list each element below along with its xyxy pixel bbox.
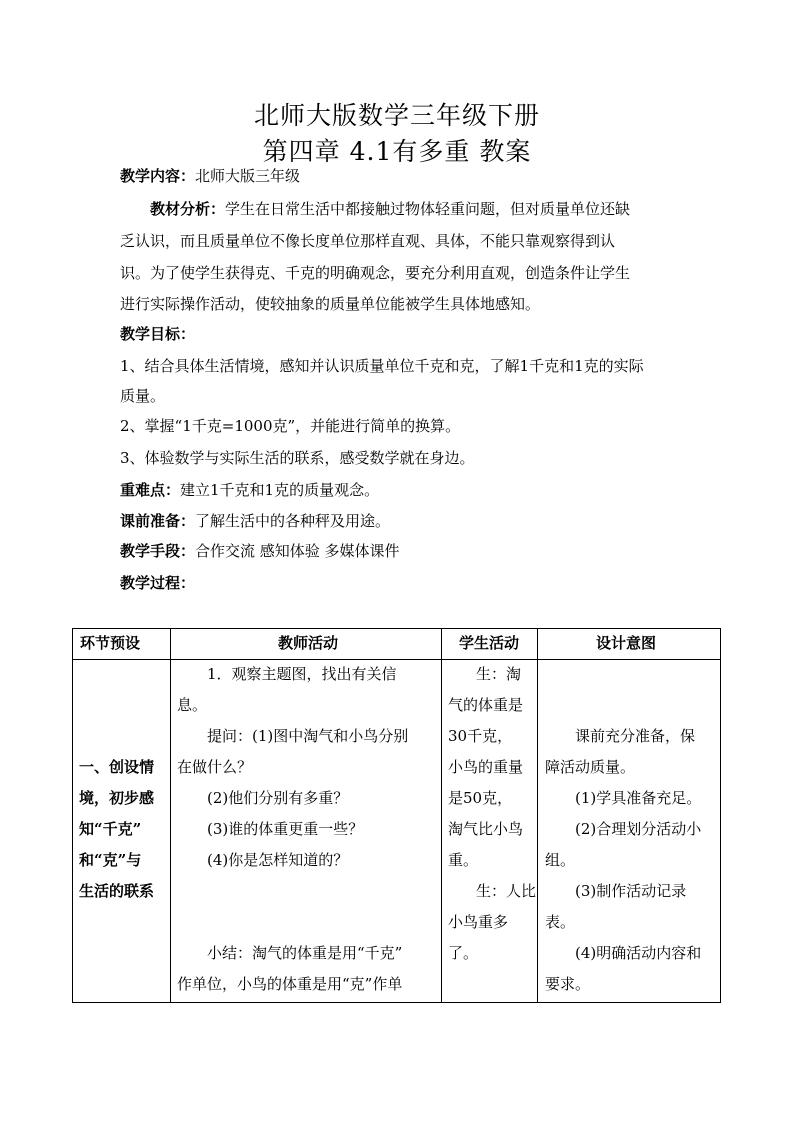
analysis-line-1 [150,198,630,219]
header-student: 学生活动 [459,634,520,652]
methods-label: 教学手段： [120,542,196,560]
stage-line: 知“千克” [79,820,142,838]
goal-1-line-1: 1、结合具体生活情境，感知并认识质量单位千克和克，了解1千克和1克的实际 [120,357,644,375]
key-points-text: 建立1千克和1克的质量观念。 [180,481,380,499]
intent-line: (4)明确活动内容和 [575,944,702,962]
intent-line: (1)学具准备充足。 [575,789,702,807]
key-points-line [120,479,379,500]
table-col-divider-1 [170,628,171,1003]
teacher-line: 1．观察主题图，找出有关信 [207,665,397,683]
student-line: 淘气比小鸟 [448,820,524,838]
student-line: 小鸟的重量 [448,758,524,776]
student-line: 生：淘 [476,665,522,683]
intent-line: (2)合理划分活动小 [575,820,702,838]
student-line: 小鸟重多 [448,913,509,931]
intent-line: 障活动质量。 [545,758,636,776]
intent-line: 课前充分准备，保 [575,727,696,745]
methods-text: 合作交流 感知体验 多媒体课件 [195,542,400,560]
key-points-label: 重难点： [120,481,181,499]
preparation-line [120,510,390,531]
intent-line: (3)制作活动记录 [575,882,687,900]
teacher-line: 在做什么？ [177,758,253,776]
goal-2: 2、掌握“1千克=1000克”，并能进行简单的换算。 [120,417,461,435]
teacher-line: 小结：淘气的体重是用“千克” [207,944,403,962]
table-border-right [720,628,721,1003]
student-line: 生：人比 [476,882,537,900]
table-col-divider-2 [441,628,442,1003]
analysis-line-2: 乏认识，而且质量单位不像长度单位那样直观、具体，不能只靠观察得到认 [120,232,616,250]
teacher-line: 息。 [177,696,208,714]
student-line: 30千克， [448,727,513,745]
analysis-line-3: 识。为了使学生获得克、千克的明确观念，要充分利用直观，创造条件让学生 [120,264,631,282]
teacher-line: (2)他们分别有多重？ [207,789,349,807]
table-border-left [72,628,73,1003]
content-text: 北师大版三年级 [195,167,301,185]
table-col-divider-3 [537,628,538,1003]
intent-line: 表。 [545,913,576,931]
stage-line: 生活的联系 [79,882,155,900]
preparation-text: 了解生活中的各种秤及用途。 [195,512,391,530]
student-line: 气的体重是 [448,696,524,714]
goals-label: 教学目标： [120,325,196,343]
content-line [120,165,300,186]
intent-line: 组。 [545,851,576,869]
intent-line: 要求。 [545,975,591,993]
teacher-line: (3)谁的体重更重一些？ [207,820,364,838]
header-teacher: 教师活动 [278,634,339,652]
student-line: 了。 [448,944,479,962]
header-intent: 设计意图 [596,634,657,652]
header-stage: 环节预设 [80,634,141,652]
teacher-line: 提问：(1)图中淘气和小鸟分别 [207,727,409,745]
analysis-label: 教材分析： [150,200,226,218]
teacher-line: 作单位，小鸟的体重是用“克”作单 [177,975,403,993]
methods-line [120,540,400,561]
page-subtitle: 第四章 4.1有多重 教案 [262,137,532,166]
stage-line: 境，初步感 [79,789,155,807]
stage-line: 一、创设情 [79,758,155,776]
student-line: 重。 [448,851,479,869]
page-title: 北师大版数学三年级下册 [253,101,540,130]
content-label: 教学内容： [120,167,196,185]
student-line: 是50克， [448,789,513,807]
analysis-line-4: 进行实际操作活动，使较抽象的质量单位能被学生具体地感知。 [120,295,541,313]
teacher-line: (4)你是怎样知道的？ [207,851,349,869]
stage-line: 和“克”与 [79,851,142,869]
goal-1-line-2: 质量。 [120,387,166,405]
goal-3: 3、体验数学与实际生活的联系，感受数学就在身边。 [120,449,475,467]
preparation-label: 课前准备： [120,512,196,530]
analysis-text-1: 学生在日常生活中都接触过物体轻重问题，但对质量单位还缺 [225,200,631,218]
process-label: 教学过程： [120,574,196,592]
